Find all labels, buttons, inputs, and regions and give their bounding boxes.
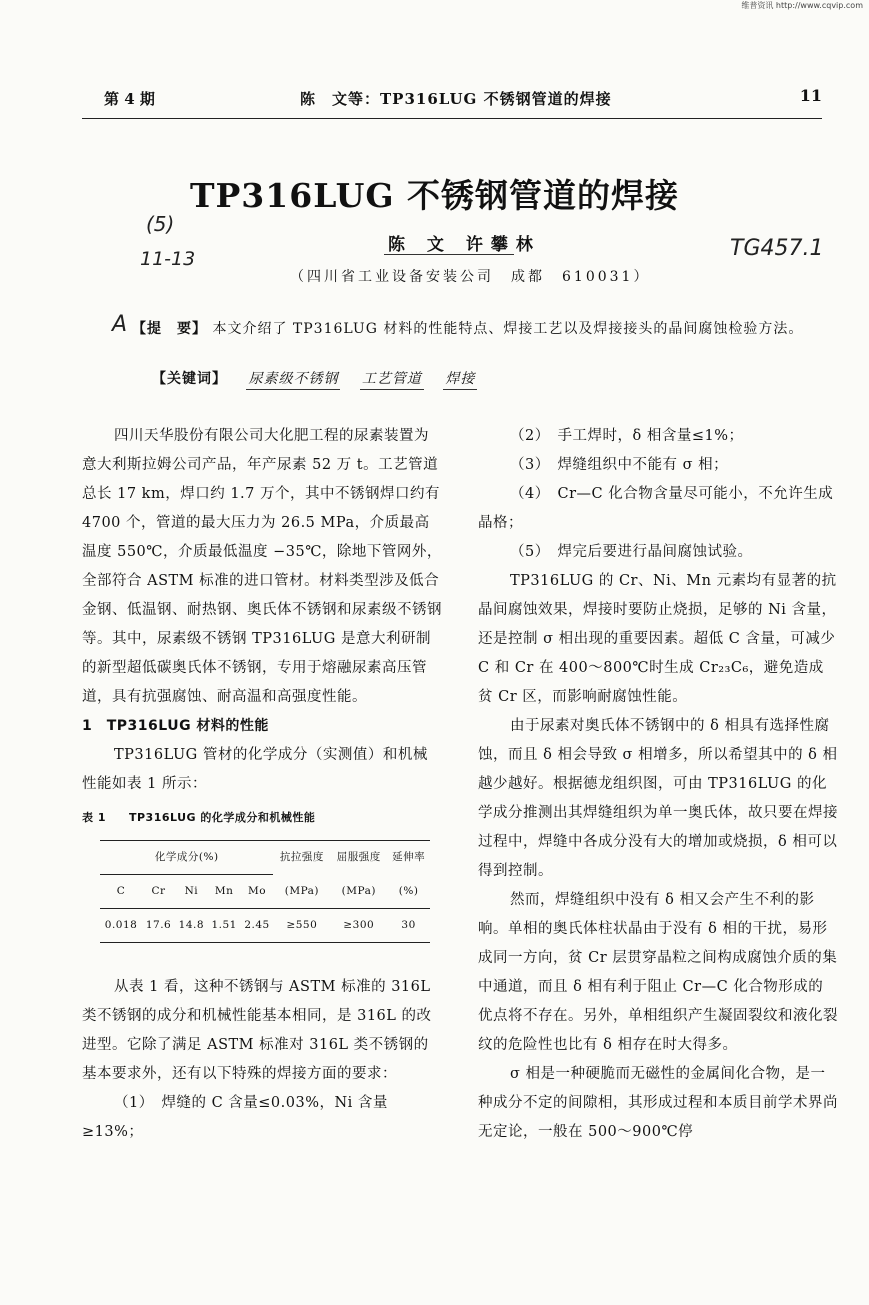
paragraph: 从表 1 看，这种不锈钢与 ASTM 标准的 316L 类不锈钢的成分和机械性能基本相同，是 316L 的改进型。它除了满足 ASTM 标准对 316L 类不锈钢的基本要求外，还有以下特殊的焊接方面的要求： xyxy=(82,979,432,1082)
watermark: 维普资讯 http://www.cqvip.com xyxy=(741,1,863,10)
table-header: 屈服强度 xyxy=(330,841,387,875)
table-cell: 14.8 xyxy=(175,909,208,943)
left-column xyxy=(82,422,442,1147)
table-subheader: Mo xyxy=(247,885,267,897)
table-cell: 17.6 xyxy=(142,909,175,943)
header-rule xyxy=(82,118,822,119)
table-caption: 表 1 TP316LUG 的化学成分和机械性能 xyxy=(82,811,316,824)
handwritten-note-number: (5) xyxy=(146,212,175,236)
right-column xyxy=(478,422,838,1147)
requirement-item: （3） 焊缝组织中不能有 σ 相； xyxy=(510,457,729,473)
article-title: TP316LUG 不锈钢管道的焊接 xyxy=(189,176,680,215)
table-subheader: Cr xyxy=(151,885,166,897)
table-subheader: C xyxy=(116,885,126,897)
paragraph: 四川天华股份有限公司大化肥工程的尿素装置为意大利斯拉姆公司产品，年产尿素 52 万 t。工艺管道总长 17 km，焊口约 1.7 万个，其中不锈钢焊口约有 4700 个，管道的最大压力为 26.5 MPa，介质最高温度 550℃，介质最低温度 −35℃，除地下管网外，全部符合 ASTM 标准的进口管材。材料类型涉及低合金钢、低温钢、耐热钢、奥氏体不锈钢和尿素级不锈钢等。其中，尿素级不锈钢 TP316LUG 是意大利研制的新型超低碳奥氏体不锈钢，专用于熔融尿素高压管道，具有抗强腐蚀、耐高温和高强度性能。 xyxy=(82,428,442,705)
table-subheader: Ni xyxy=(184,885,199,897)
affiliation: （四川省工业设备安装公司 成都 610031） xyxy=(290,269,651,285)
table-subheader: (MPa) xyxy=(284,884,320,897)
handwritten-abstract-mark: A xyxy=(112,312,128,337)
running-title: 陈 文等：TP316LUG 不锈钢管道的焊接 xyxy=(300,90,612,108)
keyword: 尿素级不锈钢 xyxy=(246,368,340,390)
page-number: 11 xyxy=(799,86,822,105)
table-cell: 1.51 xyxy=(208,909,241,943)
table-header: 抗拉强度 xyxy=(273,841,330,875)
paragraph: σ 相是一种硬脆而无磁性的金属间化合物，是一种成分不定的间隙相，其形成过程和本质目前学术界尚无定论，一般在 500～900℃停 xyxy=(478,1066,838,1140)
table-cell: 30 xyxy=(387,909,430,943)
abstract-label: 【提 要】 xyxy=(132,321,207,337)
properties-table xyxy=(100,840,430,943)
abstract-text: 本文介绍了 TP316LUG 材料的性能特点、焊接工艺以及焊接接头的晶间腐蚀检验方法。 xyxy=(212,321,804,337)
requirement-item: （5） 焊完后要进行晶间腐蚀试验。 xyxy=(510,544,753,560)
handwritten-classification: TG457.1 xyxy=(730,236,824,261)
paragraph: 由于尿素对奥氏体不锈钢中的 δ 相具有选择性腐蚀，而且 δ 相会导致 σ 相增多，所以希望其中的 δ 相越少越好。根据德龙组织图，可由 TP316LUG 的化学成分推测出其焊缝组织为单一奥氏体，故只要在焊接过程中，焊缝中各成分没有大的增加或烧损，δ 相可以得到控制。 xyxy=(478,718,838,879)
table-header: 化学成分(%) xyxy=(100,841,273,875)
table-cell: ≥550 xyxy=(273,909,330,943)
keywords xyxy=(152,368,477,390)
requirement-item: （4） Cr—C 化合物含量尽可能小，不允许生成晶格； xyxy=(478,486,834,531)
handwritten-page-range: 11-13 xyxy=(140,248,196,270)
requirement-item: （2） 手工焊时，δ 相含量≤1%； xyxy=(510,428,744,444)
table-subheader: (MPa) xyxy=(341,884,376,897)
table-subheader: Mn xyxy=(214,885,234,897)
running-header xyxy=(82,86,822,112)
keywords-label: 【关键词】 xyxy=(152,371,227,387)
abstract xyxy=(118,316,818,342)
section-heading: 1 TP316LUG 材料的性能 xyxy=(82,718,269,734)
paragraph: TP316LUG 的 Cr、Ni、Mn 元素均有显著的抗晶间腐蚀效果，焊接时要防止烧损，足够的 Ni 含量，还是控制 σ 相出现的重要因素。超低 C 含量，可减少 C 和 Cr 在 400～800℃时生成 Cr₂₃C₆，避免造成贫 Cr 区，而影响耐腐蚀性能。 xyxy=(478,573,837,705)
keyword: 焊接 xyxy=(443,368,477,390)
authors: 陈 文 许攀林 xyxy=(388,235,541,255)
table-subheader: (%) xyxy=(398,884,419,897)
paragraph: 然而，焊缝组织中没有 δ 相又会产生不利的影响。单相的奥氏体柱状晶由于没有 δ 相的干扰，易形成同一方向，贫 Cr 层贯穿晶粒之间构成腐蚀介质的集中通道，而且 δ 相有利于阻止 Cr—C 化合物形成的优点将不存在。另外，单相组织产生凝固裂纹和液化裂纹的危险性也比有 δ 相存在时大得多。 xyxy=(478,892,838,1053)
requirement-item: （1） 焊缝的 C 含量≤0.03%，Ni 含量≥13%； xyxy=(82,1095,388,1140)
paragraph: TP316LUG 管材的化学成分（实测值）和机械性能如表 1 所示： xyxy=(82,747,428,792)
authors-underline xyxy=(384,254,514,255)
table-header: 延伸率 xyxy=(387,841,430,875)
table-cell: ≥300 xyxy=(330,909,387,943)
table-cell: 0.018 xyxy=(100,909,142,943)
table-cell: 2.45 xyxy=(241,909,274,943)
keyword: 工艺管道 xyxy=(360,368,424,390)
issue-number: 第 4 期 xyxy=(104,90,155,108)
